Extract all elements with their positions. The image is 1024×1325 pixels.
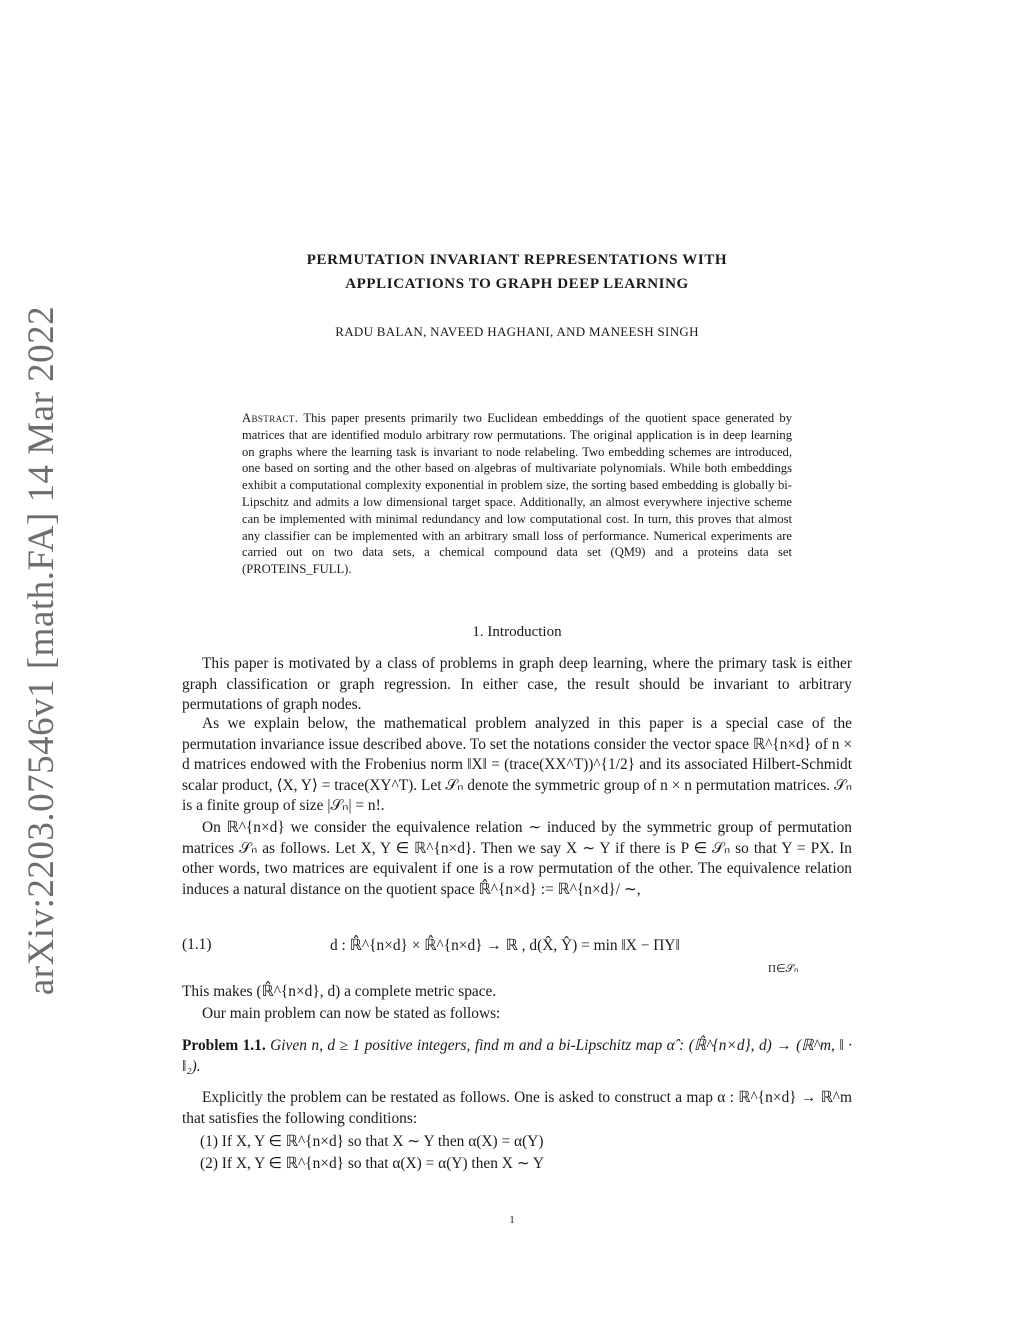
arxiv-id-text: arXiv:2203.07546v1 [math.FA] 14 Mar 2022 — [21, 305, 63, 995]
abstract — [242, 410, 792, 578]
intro-paragraph-6: Explicitly the problem can be restated as follows. One is asked to construct a map α : ℝ^{n×d} → ℝ^m that satisfies the following conditions: — [182, 1089, 852, 1127]
title-line-2: APPLICATIONS TO GRAPH DEEP LEARNING — [345, 276, 689, 292]
equation-subscript: Π∈𝒮ₙ — [768, 963, 799, 975]
equation-body: d : ℝ̂^{n×d} × ℝ̂^{n×d} → ℝ , d(X̂, Ŷ) = min ‖X − ΠY‖ — [330, 937, 680, 954]
intro-paragraph-2: As we explain below, the mathematical problem analyzed in this paper is a special case of the permutation invariance issue described above. To set the notations consider the vector space ℝ^{n×d} of n × d matrices endowed with the Frobenius norm ‖X‖ = (trace(XX^T))^{1/2} and its associated Hilbert-Schmidt scalar product, ⟨X, Y⟩ = trace(XY^T). Let 𝒮ₙ denote the symmetric group of n × n permutation matrices. 𝒮ₙ is a finite group of size |𝒮ₙ| = n!. — [182, 715, 852, 814]
section-heading: 1. Introduction — [472, 624, 562, 640]
condition-2: (2) If X, Y ∈ ℝ^{n×d} so that α(X) = α(Y) then X ∼ Y — [200, 1155, 545, 1172]
abstract-label: Abstract. — [242, 411, 299, 425]
equation-1-1 — [182, 932, 852, 975]
condition-1: (1) If X, Y ∈ ℝ^{n×d} so that X ∼ Y then α(X) = α(Y) — [200, 1133, 544, 1150]
page-number: 1 — [509, 1214, 515, 1226]
paper-title — [182, 248, 852, 296]
problem-label: Problem 1.1. — [182, 1037, 266, 1054]
equation-number: (1.1) — [182, 936, 212, 953]
intro-paragraph-5: Our main problem can now be stated as follows: — [202, 1005, 501, 1022]
author-list: RADU BALAN, NAVEED HAGHANI, AND MANEESH SINGH — [335, 324, 699, 339]
arxiv-sidebar-stamp — [2, 305, 82, 995]
intro-paragraph-3: On ℝ^{n×d} we consider the equivalence relation ∼ induced by the symmetric group of permutation matrices 𝒮ₙ as follows. Let X, Y ∈ ℝ^{n×d}. Then we say X ∼ Y if there is P ∈ 𝒮ₙ so that Y = PX. In other words, two matrices are equivalent if one is a row permutation of the other. The equivalence relation induces a natural distance on the quotient space ℝ̂^{n×d} := ℝ^{n×d}/ ∼, — [182, 819, 852, 898]
abstract-text: This paper presents primarily two Euclidean embeddings of the quotient space generated by matrices that are identified modulo arbitrary row permutations. The original application is in deep learning on graphs where the learning task is invariant to node relabeling. Two embedding schemes are introduced, one based on sorting and the other based on algebras of multivariate polynomials. While both embeddings exhibit a computational complexity exponential in problem size, the sorting based embedding is globally bi-Lipschitz and admits a low dimensional target space. Additionally, an almost everywhere injective scheme can be implemented with minimal redundancy and low computational cost. In turn, this proves that almost any classifier can be implemented with an arbitrary small loss of performance. Numerical experiments are carried out on two data sets, a chemical compound data set (QM9) and a proteins data set (PROTEINS_FULL). — [242, 411, 793, 577]
intro-paragraph-4: This makes (ℝ̂^{n×d}, d) a complete metric space. — [182, 983, 497, 1000]
problem-statement — [182, 1036, 852, 1077]
intro-paragraph-1: This paper is motivated by a class of problems in graph deep learning, where the primary task is either graph classification or graph regression. In either case, the result should be invariant to arbitrary permutations of graph nodes. — [182, 655, 852, 713]
problem-text: Given n, d ≥ 1 positive integers, find m and a bi-Lipschitz map α̂ : (ℝ̂^{n×d}, d) → (ℝ^m, ‖ · ‖₂). — [182, 1037, 852, 1075]
title-line-1: PERMUTATION INVARIANT REPRESENTATIONS WITH — [306, 252, 728, 268]
